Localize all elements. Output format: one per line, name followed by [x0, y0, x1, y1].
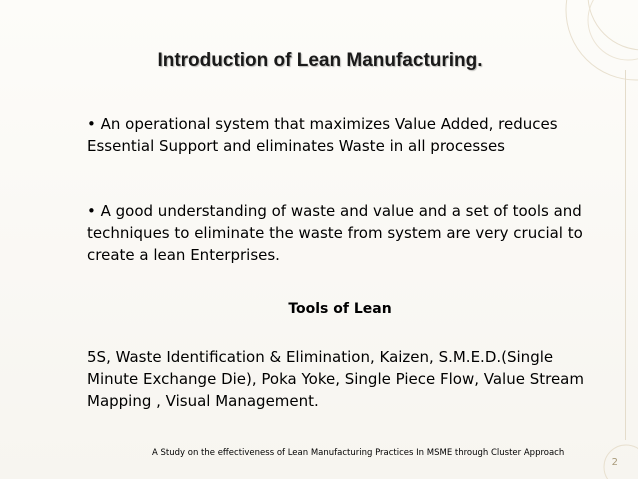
bullet-2: • A good understanding of waste and value and a set of tools and techniques to eliminate the waste from system are very crucial to create a lean Enterprises.	[87, 202, 583, 264]
bullet-1: • An operational system that maximizes Value Added, reduces Essential Support and eliminates Waste in all processes	[87, 115, 558, 155]
slide-footer: A Study on the effectiveness of Lean Manufacturing Practices In MSME through Cluster Approach	[152, 448, 565, 458]
side-line-decoration	[625, 70, 626, 440]
page-number: 2	[611, 457, 618, 468]
tools-list: 5S, Waste Identification & Elimination, Kaizen, S.M.E.D.(Single Minute Exchange Die), Poka Yoke, Single Piece Flow, Value Stream Mapping , Visual Management.	[87, 348, 584, 410]
tools-heading: Tools of Lean	[288, 301, 392, 317]
bottom-corner-decoration	[578, 409, 638, 479]
slide-title: Introduction of Lean Manufacturing.	[157, 50, 483, 71]
